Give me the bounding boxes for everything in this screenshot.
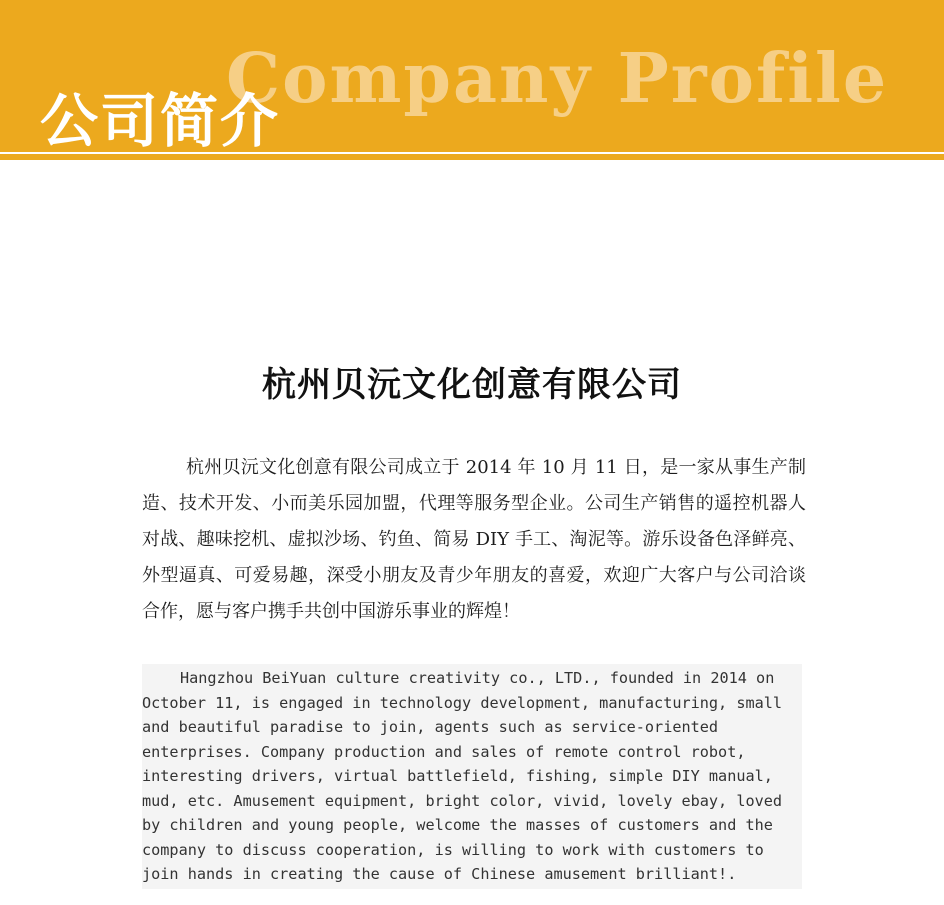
banner-title-cn: 公司简介 xyxy=(40,87,281,152)
banner-divider-gold xyxy=(0,154,944,160)
header-banner xyxy=(0,0,944,152)
company-name-heading: 杭州贝沅文化创意有限公司 xyxy=(262,365,682,405)
banner-title-en: Company Profile xyxy=(226,39,889,119)
profile-paragraph-en: Hangzhou BeiYuan culture creativity co., LTD., founded in 2014 on October 11, is engaged in technology development, manufacturing, small and beautiful paradise to join, agents such as service-oriented enterprises. Company production and sales of remote control robot, interesting drivers, virtual battlefield, fishing, simple DIY manual, mud, etc. Amusement equipment, bright color, vivid, lovely ebay, loved by children and young people, welcome the masses of customers and the company to discuss cooperation, is willing to work with customers to join hands in creating the cause of Chinese amusement brilliant!. xyxy=(142,664,802,889)
profile-paragraph-cn: 杭州贝沅文化创意有限公司成立于 2014 年 10 月 11 日，是一家从事生产制造、技术开发、小而美乐园加盟，代理等服务型企业。公司生产销售的遥控机器人对战、趣味挖机、虚拟沙场、钓鱼、简易 DIY 手工、淘泥等。游乐设备色泽鲜亮、外型逼真、可爱易趣，深受小朋友及青少年朋友的喜爱，欢迎广大客户与公司洽谈合作，愿与客户携手共创中国游乐事业的辉煌！ xyxy=(142,457,806,622)
